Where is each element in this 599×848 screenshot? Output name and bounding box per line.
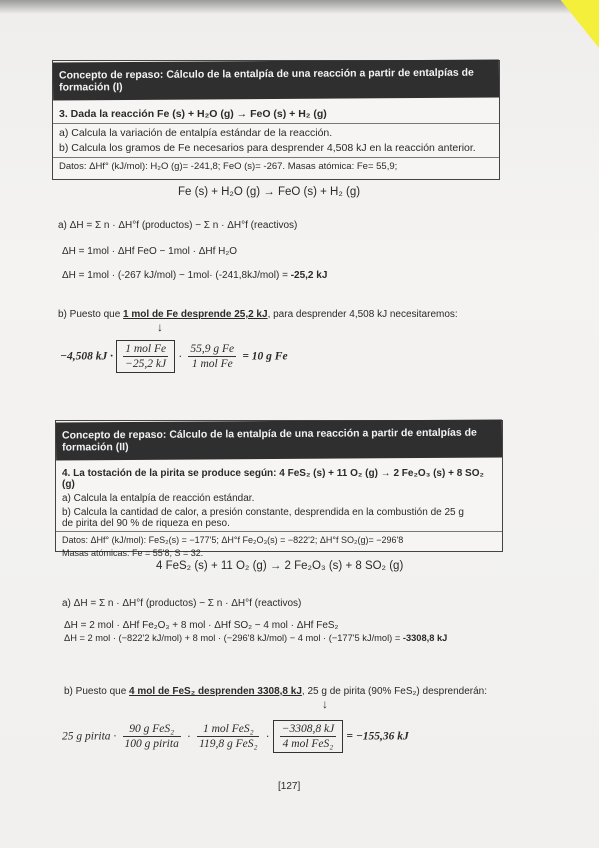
arrow-down-icon: ↓ [322, 697, 328, 711]
sol1-calculation: −4,508 kJ · $\frac{\text{1 mol Fe}}{-25,2 kJ}$ · $\frac{\text{55,9 g Fe}}{\text{1 mol Fe}}$ = 10 g Fe [60, 340, 288, 373]
sol2-b-suffix: , 25 g de pirita (90% FeS₂) desprenderán: [301, 686, 488, 697]
sol2-frac1-num: 90 g FeS₂ [123, 723, 181, 737]
sol2-calc-result: = −155,36 kJ [346, 730, 409, 743]
sol2-frac3-box [273, 720, 343, 753]
sol1-frac1-den: −25,2 kJ [125, 358, 167, 370]
sol2-b-underlined: 4 mol de FeS₂ desprenden 3308,8 kJ [129, 686, 302, 697]
sol2-frac1-den: 100 g pirita [124, 738, 179, 750]
exercise-3-item-a: a) Calcula la variación de entalpía estándar de la reacción. [59, 127, 333, 139]
sol2-line1: ΔH = 2 mol · ΔHf Fe₂O₃ + 8 mol · ΔHf SO₂ − 4 mol · ΔHf FeS₂ [64, 620, 339, 631]
sol1-line2 [62, 270, 327, 281]
sol1-b-prefix: b) Puesto que [58, 309, 124, 320]
arrow-down-icon: ↓ [157, 320, 163, 334]
concept-box-2-header: Concepto de repaso: Cálculo de la entalpía de una reacción a partir de entalpías de formación (II) [56, 419, 502, 460]
reaction-2: 4 FeS₂ (s) + 11 O₂ (g) → 2 Fe₂O₃ (s) + 8 SO₂ (g) [156, 560, 404, 572]
exercise-3-data: Datos: ΔHf° (kJ/mol): H₂O (g)= -241,8; FeO (s)= -267. Masas atómica: Fe= 55,9; [59, 161, 398, 172]
sol2-calc-lead: 25 g pirita · [62, 730, 117, 743]
concept-box-2 [55, 420, 503, 558]
scan-shadow [0, 0, 599, 14]
sol1-frac1-box [116, 340, 175, 373]
sol1-frac1-num: 1 mol Fe [123, 343, 168, 357]
sol2-b-text [64, 686, 487, 697]
exercise-4-item-b1: b) Calcula la cantidad de calor, a presión constante, desprendida en la combustión de 25 g [62, 507, 464, 518]
sol1-frac2-den: 1 mol Fe [191, 358, 233, 370]
exercise-4-title: 4. La tostación de la pirita se produce según: 4 FeS₂ (s) + 11 O₂ (g) → 2 Fe₂O₃ (s) + 8 SO₂ (g) [62, 468, 484, 490]
sol2-result: -3308,8 kJ [402, 633, 448, 643]
sol1-calc-result: = 10 g Fe [242, 350, 288, 363]
exercise-4-data: Datos: ΔHf° (kJ/mol): FeS₂(s) = −177'5; ΔH°f Fe₂O₃(s) = −822'2; ΔH°f SO₂(g)= −296'8 [62, 535, 404, 545]
sol1-b-text [58, 309, 458, 320]
sol2-formula: a) ΔH = Σ n · ΔH°f (productos) − Σ n · ΔH°f (reactivos) [62, 598, 302, 609]
sol2-line2-prefix: ΔH = 2 mol · (−822'2 kJ/mol) + 8 mol · (−296'8 kJ/mol) − 4 mol · (−177'5 kJ/mol) = [64, 633, 403, 643]
sol2-frac3-num: −3308,8 kJ [281, 723, 335, 735]
sol1-line1: ΔH = 1mol · ΔHf FeO − 1mol · ΔHf H₂O [62, 246, 238, 257]
sol1-result: -25,2 kJ [290, 270, 328, 281]
sol1-b-underlined: 1 mol de Fe desprende 25,2 kJ [123, 309, 268, 320]
sol2-calculation: 25 g pirita · $\frac{\text{90 g FeS₂}}{\text{100 g pirita}}$ · $\frac{\text{1 mol FeS₂}}{\text{119,8 g FeS₂}}$ · $\frac{-3308,8 kJ}{\text{4 mol FeS₂}}$ = −155,36 kJ [62, 720, 409, 753]
page-number: [127] [278, 781, 301, 792]
exercise-4-item-b2: de pirita del 90 % de riqueza en peso. [62, 518, 230, 529]
sol2-frac2-den: 119,8 g FeS₂ [199, 738, 258, 750]
sol1-formula: a) ΔH = Σ n · ΔH°f (productos) − Σ n · ΔH°f (reactivos) [58, 220, 298, 231]
sol2-b-prefix: b) Puesto que [64, 686, 130, 697]
sol2-line2 [64, 633, 447, 643]
exercise-3-item-b: b) Calcula los gramos de Fe necesarios para desprender 4,508 kJ en la reacción anterior. [59, 142, 476, 154]
sol1-line2-prefix: ΔH = 1mol · (-267 kJ/mol) − 1mol· (-241,8kJ/mol) = [62, 270, 291, 281]
exercise-4-item-a: a) Calcula la entalpía de reacción estándar. [62, 493, 255, 504]
sol1-b-suffix: , para desprender 4,508 kJ necesitaremos: [267, 309, 458, 320]
sol2-frac2-num: 1 mol FeS₂ [197, 723, 259, 737]
exercise-3-title: 3. Dada la reacción Fe (s) + H₂O (g) → FeO (s) + H₂ (g) [59, 108, 327, 120]
concept-box-1 [52, 60, 500, 180]
sol1-frac2-num: 55,9 g Fe [190, 343, 235, 355]
concept-box-1-header: Concepto de repaso: Cálculo de la entalpía de una reacción a partir de entalpías de formación (I) [53, 59, 499, 100]
sol1-calc-lead: −4,508 kJ · [60, 350, 113, 363]
sol2-frac3-den: 4 mol FeS₂ [282, 738, 334, 750]
reaction-1: Fe (s) + H₂O (g) → FeO (s) + H₂ (g) [178, 186, 361, 198]
exercise-4-masses: Masas atómicas: Fe = 55'8; S = 32. [62, 548, 204, 558]
